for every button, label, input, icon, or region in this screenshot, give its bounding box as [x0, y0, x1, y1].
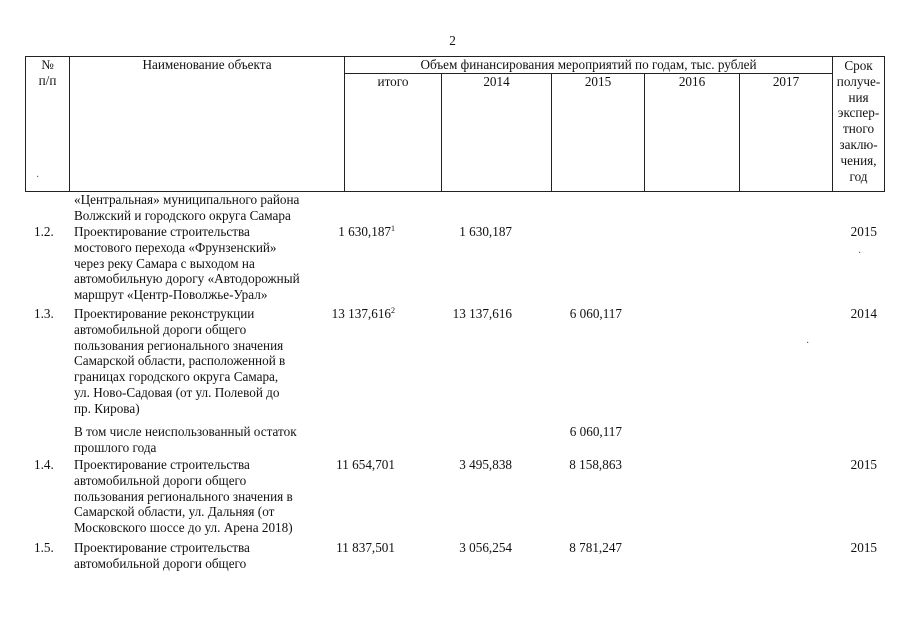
row-name [74, 224, 344, 303]
row-name-line: мостового перехода «Фрунзенский» [74, 239, 277, 255]
deadline-line: тного [842, 121, 875, 137]
table-header [25, 56, 885, 192]
row-name-line: пользования регионального значения в [74, 488, 293, 504]
row-2014: 13 137,616 [452, 306, 512, 321]
row-2014: 3 056,254 [459, 540, 512, 555]
row-name-line: автомобильной дороги общего [74, 472, 247, 488]
row-name-line: Проектирование реконструкции [74, 306, 255, 321]
row-name-line: ул. Ново-Садовая (от ул. Полевой до [74, 384, 280, 400]
header-deadline [833, 57, 885, 192]
row-name [74, 424, 344, 456]
deadline-line: Срок [844, 58, 873, 73]
row-name-line: автомобильной дороги общего [74, 321, 247, 337]
row-name-line: Волжский и городского округа Самара [74, 207, 291, 223]
row-2015: 6 060,117 [569, 306, 622, 321]
row-name-line: пр. Кирова) [74, 400, 140, 416]
row-name [74, 192, 344, 224]
row-name-line: пользования регионального значения [74, 337, 284, 353]
row-total-value: 1 630,187 [338, 224, 391, 239]
row-name-line: Самарской области, расположенной в [74, 353, 286, 369]
row-2015: 6 060,117 [569, 424, 622, 439]
header-funding: Объем финансирования мероприятий по годам, тыс. рублей [345, 57, 833, 74]
deadline-line: заклю- [839, 136, 878, 152]
row-name [74, 540, 344, 572]
row-num: 1.3. [34, 306, 54, 321]
row-name-line: Проектирование строительства [74, 224, 250, 239]
scan-speck: · [858, 248, 862, 259]
header-name: Наименование объекта [70, 57, 345, 192]
header-2015: 2015 [552, 73, 645, 191]
row-deadline: 2015 [850, 540, 877, 555]
scan-speck: · [806, 338, 810, 349]
deadline-line: год [849, 168, 868, 184]
row-num: 1.2. [34, 224, 54, 239]
header-total: итого [345, 73, 442, 191]
scan-speck: · [36, 172, 40, 183]
row-total [332, 306, 395, 322]
row-deadline: 2015 [850, 457, 877, 472]
row-name-line: через реку Самара с выходом на [74, 255, 255, 271]
row-total: 11 837,501 [336, 540, 395, 555]
row-deadline: 2015 [850, 224, 877, 239]
deadline-line: получе- [836, 73, 881, 89]
deadline-line: ния [848, 89, 869, 105]
page-number: 2 [449, 33, 456, 48]
header-num [26, 57, 70, 192]
row-2014: 1 630,187 [459, 224, 512, 239]
footnote-mark: 2 [391, 306, 395, 315]
header-2014: 2014 [442, 73, 552, 191]
row-name-line: «Центральная» муниципального района [74, 192, 300, 207]
row-name-line: Самарской области, ул. Дальняя (от [74, 504, 275, 520]
row-total-value: 13 137,616 [331, 306, 391, 321]
row-name [74, 306, 344, 417]
row-name-line: автомобильной дороги общего [74, 555, 247, 571]
row-total: 11 654,701 [336, 457, 395, 472]
header-num-label: № п/п [38, 57, 57, 88]
row-2014: 3 495,838 [459, 457, 512, 472]
header-2016: 2016 [645, 73, 740, 191]
row-name-line: В том числе неиспользованный остаток [74, 424, 297, 439]
row-num: 1.4. [34, 457, 54, 472]
row-total [338, 224, 395, 240]
row-name-line: Проектирование строительства [74, 540, 250, 555]
row-name-line: прошлого года [74, 439, 157, 455]
row-deadline: 2014 [850, 306, 877, 321]
row-name-line: границах городского округа Самара, [74, 369, 279, 385]
deadline-line: экспер- [837, 105, 880, 121]
deadline-line: чения, [840, 152, 877, 168]
row-num: 1.5. [34, 540, 54, 555]
row-2015: 8 781,247 [569, 540, 622, 555]
row-name-line: автомобильную дорогу «Автодорожный [74, 271, 300, 287]
row-name-line: Проектирование строительства [74, 457, 250, 472]
footnote-mark: 1 [391, 224, 395, 233]
row-name [74, 457, 344, 536]
row-name-line: маршрут «Центр-Поволжье-Урал» [74, 287, 268, 303]
row-2015: 8 158,863 [569, 457, 622, 472]
header-2017: 2017 [740, 73, 833, 191]
row-name-line: Московского шоссе до ул. Арена 2018) [74, 520, 293, 536]
